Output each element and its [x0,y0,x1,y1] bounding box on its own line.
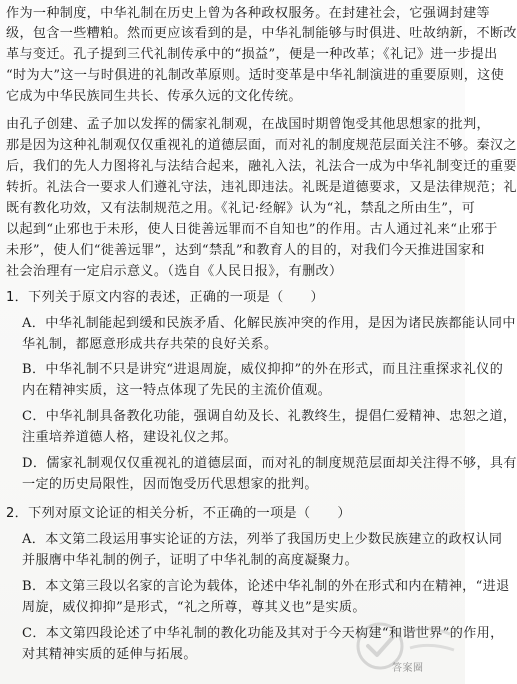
passage-p1-line: 革与变迁。孔子提到三代礼制传承中的“损益”，便是一种改革；《礼记》进一步提出 [6,47,498,62]
q1-option-a: A．中华礼制能起到缓和民族矛盾、化解民族冲突的作用，是因为诸民族都能认同中 [22,316,516,331]
q2-option-a: A．本文第二段运用事实论证的方法，列举了我国历史上少数民族建立的政权认同 [22,532,503,547]
q1-option-b-cont: 内在精神实质，这一特点体现了先民的主流价值观。 [22,383,332,398]
question-1-stem: 1．下列关于原文内容的表述，正确的一项是（ ） [6,290,324,305]
q1-option-a-cont: 华礼制，都愿意形成共存共荣的良好关系。 [22,337,278,352]
passage-p2-line: 由孔子创建、孟子加以发挥的儒家礼制观，在战国时期曾饱受其他思想家的批判， [6,117,490,132]
passage-p1-line: 级，包含一些糟粕。然而更应该看到的是，中华礼制能够与时俱进、吐故纳新，不断改 [6,26,517,41]
passage-p2-line: 以起到“止邪也于未形，使人日徙善远罪而不自知也”的作用。古人通过礼来“止邪于 [6,222,498,237]
q1-option-c: C．中华礼制具备教化功能，强调自幼及长、礼教终生，提倡仁爱精神、忠恕之道， [22,409,517,424]
passage-p1-line: 它成为中华民族同生共长、传承久远的文化传统。 [6,89,302,104]
question-2-stem: 2．下列对原文论证的相关分析，不正确的一项是（ ） [6,506,351,521]
q2-option-c: C．本文第四段论述了中华礼制的教化功能及其对于今天构建“和谐世界”的作用， [22,626,504,641]
passage-p2-line: 社会治理有一定启示意义。（选自《人民日报》，有删改） [6,264,343,279]
q2-option-a-cont: 并服膺中华礼制的例子，证明了中华礼制的高度凝聚力。 [22,553,359,568]
passage-p1-line: 作为一种制度，中华礼制在历史上曾为各种政权服务。在封建社会，它强调封建等 [6,6,490,21]
q1-option-d: D．儒家礼制观仅仅重视礼的道德层面，而对礼的制度规范层面却关注得不够，具有 [22,456,517,471]
watermark-text: 答案圈 [392,663,424,674]
q2-option-b-cont: 周旋，威仪抑抑”是形式，“礼之所尊，尊其义也”是实质。 [22,600,366,615]
q1-option-d-cont: 一定的历史局限性，因而饱受历代思想家的批判。 [22,477,318,492]
q2-option-b: B．本文第三段以名家的言论为载体，论述中华礼制的外在形式和内在精神，“进退 [22,579,510,594]
passage-p2-line: 未形”，使人们“徙善远罪”，达到“禁乱”和教育人的目的，对我们今天推进国家和 [6,243,485,258]
passage-p2-line: 后，我们的先人力图将礼与法结合起来，融礼入法，礼法合一成为中华礼制变迁的重要 [6,159,517,174]
passage-p2-line: 那是因为这种礼制观仅仅重视礼的道德层面，而对礼的制度规范层面关注不够。秦汉之 [6,138,517,153]
passage-p2-line: 既有教化功效，又有法制规范之用。《礼记·经解》认为“礼，禁乱之所由生”，可 [6,201,476,216]
q1-option-b: B．中华礼制不只是讲究“进退周旋，威仪抑抑”的外在形式，而且注重探求礼仪的 [22,362,504,377]
q2-option-c-cont: 对其精神实质的延伸与拓展。 [22,647,197,662]
passage-p2-line: 转折。礼法合一要求人们遵礼守法，违礼即违法。礼既是道德要求，又是法律规范；礼 [6,180,517,195]
passage-p1-line: “时为大”这一与时俱进的礼制改革原则。适时变革是中华礼制演进的重要原则，这使 [6,68,505,83]
q1-option-c-cont: 注重培养道德人格，建设礼仪之邦。 [22,430,238,445]
